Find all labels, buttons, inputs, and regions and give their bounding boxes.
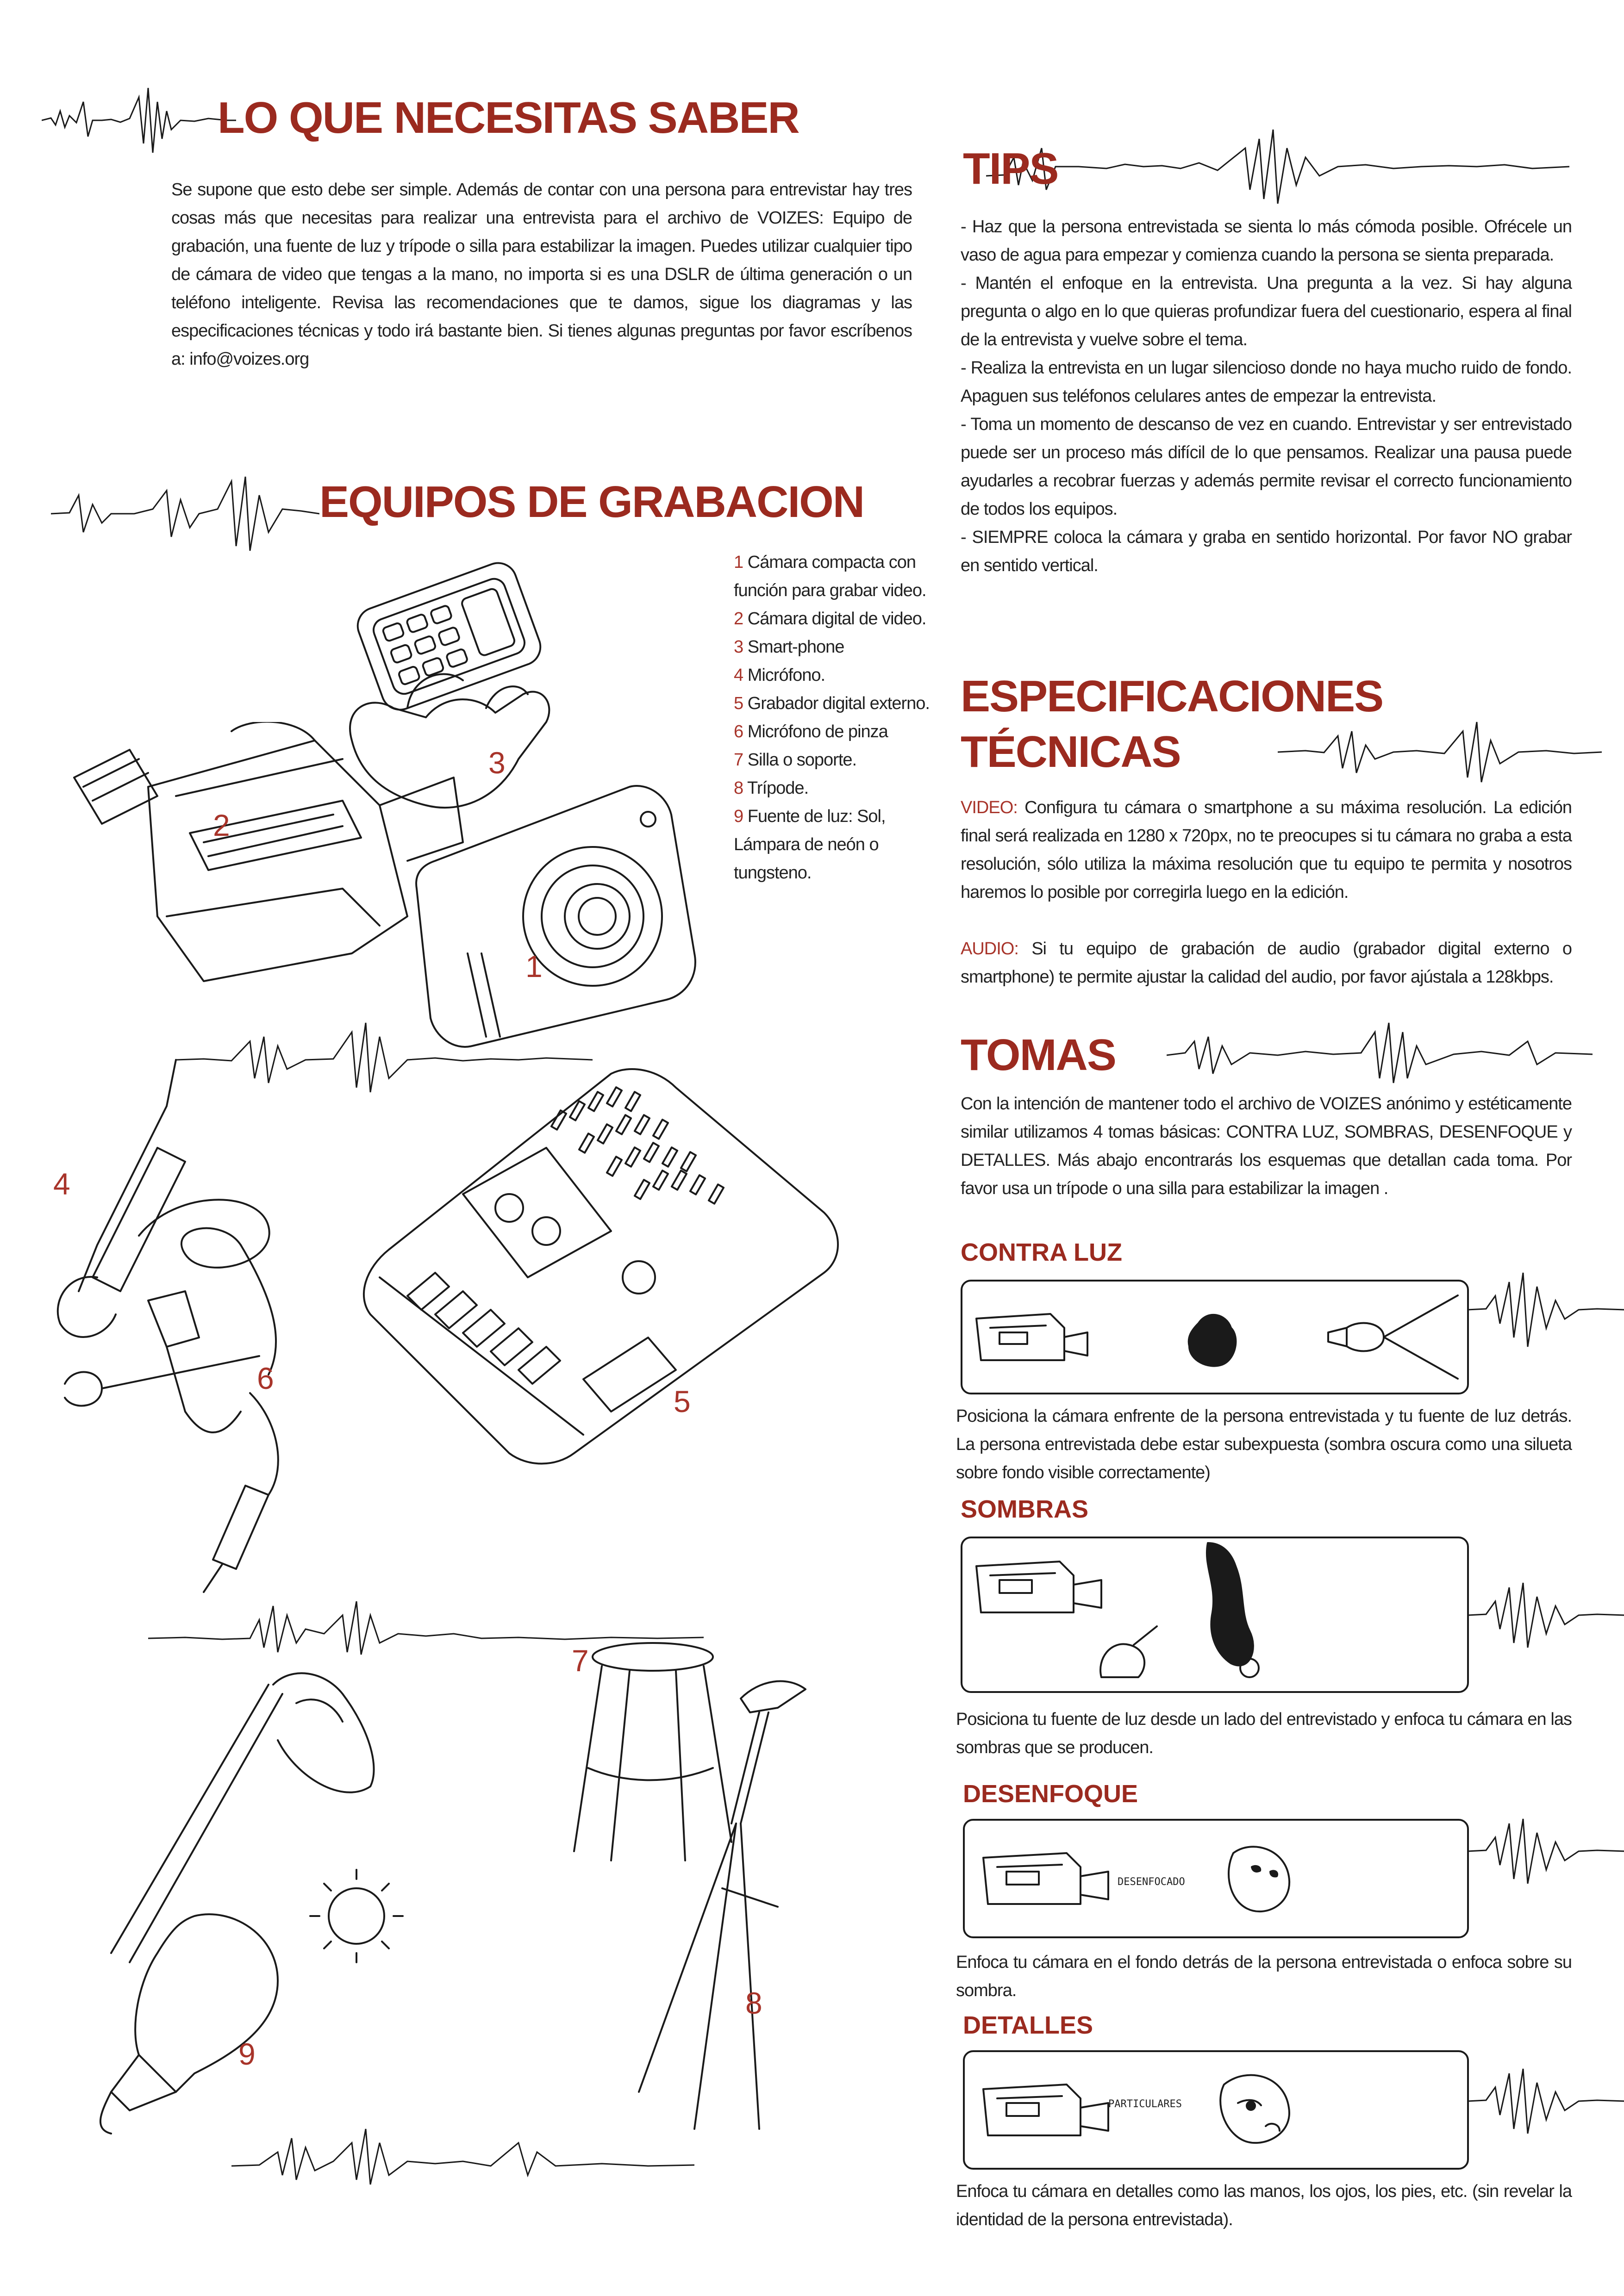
shot-diagram-sombras xyxy=(961,1537,1469,1693)
shadow-figure-icon xyxy=(1180,1538,1273,1686)
audio-recorder-sketch xyxy=(352,1055,852,1481)
equipment-item-8 xyxy=(734,774,951,803)
equipment-item-9 xyxy=(734,803,951,887)
lamp-light-source-sketch xyxy=(83,1648,454,2138)
sketch-label-desenfocado: DESENFOCADO xyxy=(1118,1876,1185,1888)
equipment-item-number: 1 xyxy=(734,553,743,572)
equipment-item-7 xyxy=(734,746,951,774)
audio-spec-label: AUDIO: xyxy=(961,939,1018,958)
tip-item: - Mantén el enfoque en la entrevista. Una pregunta a la vez. Si hay alguna pregunta o algo en lo que quieras profundizar fuera del cuestionario, espera al final de la entrevista y vuelve sobre el tema. xyxy=(961,274,1572,349)
figure-number-5: 5 xyxy=(674,1384,691,1419)
camera-icon xyxy=(972,1300,1092,1374)
shot-text-contra-luz: Posiciona la cámara enfrente de la persona entrevistada y tu fuente de luz detrás. La persona entrevistada debe estar subexpuesta (sombra oscura como una silueta sobre fondo visible correctamente) xyxy=(956,1406,1572,1482)
tomas-intro-paragraph: Con la intención de mantener todo el archivo de VOIZES anónimo y estéticamente similar utilizamos 4 tomas básicas: CONTRA LUZ, SOMBRAS, DESENFOQUE y DETALLES. Más abajo encontrarás los esquemas que detallan cada toma. Por favor usa un trípode o una silla para estabilizar la imagen . xyxy=(961,1094,1572,1198)
camera-icon xyxy=(979,1839,1118,1918)
equipment-item-text: Micrófono de pinza xyxy=(747,722,888,741)
equipment-item-text: Silla o soporte. xyxy=(747,750,857,770)
light-bulb-icon xyxy=(1092,1622,1166,1686)
equipment-item-4 xyxy=(734,661,951,690)
waveform-decoration xyxy=(51,463,319,565)
figure-number-7: 7 xyxy=(572,1643,589,1678)
equipment-item-text: Smart-phone xyxy=(747,637,844,657)
blurred-face-icon xyxy=(1224,1839,1298,1918)
equipment-list xyxy=(734,548,951,887)
equipment-item-5 xyxy=(734,690,951,718)
tip-item: - SIEMPRE coloca la cámara y graba en sentido horizontal. Por favor NO grabar en sentido vertical. xyxy=(961,528,1572,575)
equipment-item-number: 3 xyxy=(734,637,743,657)
equipment-item-text: Grabador digital externo. xyxy=(747,694,930,713)
shot-diagram-detalles xyxy=(963,2050,1469,2170)
section-title-especificaciones: ESPECIFICACIONES xyxy=(961,672,1383,721)
intro-paragraph: Se supone que esto debe ser simple. Además de contar con una persona para entrevistar hay tres cosas más que necesitas para realizar una entrevista para el archivo de VOIZES: Equipo de grabación, una fuente de luz y trípode o silla para estabilizar la imagen. Puedes utilizar cualquier tipo de cámara de video que tengas a la mano, no importa si es una DSLR de última generación o un teléfono inteligente. Revisa las recomendaciones que te damos, sigue los diagramas y las especificaciones técnicas y todo irá bastante bien. Si tienes algunas preguntas por favor escríbenos a: info@voizes.org xyxy=(171,180,912,369)
shot-title-contra-luz: CONTRA LUZ xyxy=(961,1238,1122,1266)
equipment-item-text: Cámara compacta con función para grabar video. xyxy=(734,553,926,600)
waveform-decoration xyxy=(1278,713,1602,787)
shot-title-desenfoque: DESENFOQUE xyxy=(963,1780,1138,1808)
waveform-decoration xyxy=(1468,1805,1624,1898)
equipment-item-1 xyxy=(734,548,951,605)
waveform-decoration xyxy=(1167,1014,1593,1088)
video-spec-text: Configura tu cámara o smartphone a su máxima resolución. La edición final será realizada en 1280 x 720px, no te preocupes si tu cámara no graba a esta resolución, sólo utiliza la máxima resolución que tu equipo te permita y nosotros haremos lo posible por corregirla luego en la edición. xyxy=(961,798,1572,902)
video-spec-label: VIDEO: xyxy=(961,798,1018,817)
tip-item: - Realiza la entrevista en un lugar silencioso donde no haya mucho ruido de fondo. Apaguen sus teléfonos celulares antes de empezar la entrevista. xyxy=(961,358,1572,406)
equipment-item-number: 4 xyxy=(734,666,743,685)
equipment-item-text: Fuente de luz: Sol, Lámpara de neón o tungsteno. xyxy=(734,807,886,883)
shot-text-sombras: Posiciona tu fuente de luz desde un lado del entrevistado y enfoca tu cámara en las sombras que se producen. xyxy=(956,1710,1572,1757)
shot-diagram-contra-luz xyxy=(961,1280,1469,1394)
section-title-tomas: TOMAS xyxy=(961,1030,1116,1080)
light-bulb-icon xyxy=(1324,1291,1462,1383)
face-detail-icon xyxy=(1210,2066,1303,2154)
equipment-item-text: Cámara digital de video. xyxy=(747,609,926,628)
section-title-lo-que-necesitas-saber: LO QUE NECESITAS SABER xyxy=(218,93,799,143)
shot-diagram-desenfoque xyxy=(963,1819,1469,1938)
shot-title-detalles: DETALLES xyxy=(963,2011,1093,2039)
tips-list xyxy=(961,213,1572,580)
section-title-equipos-de-grabacion: EQUIPOS DE GRABACION xyxy=(319,477,864,527)
equipment-item-number: 2 xyxy=(734,609,743,628)
silhouette-icon xyxy=(1180,1309,1245,1374)
audio-spec-text: Si tu equipo de grabación de audio (grabador digital externo o smartphone) te permite ajustar la calidad del audio, por favor ajústala a 128kbps. xyxy=(961,939,1572,987)
equipment-item-text: Micrófono. xyxy=(747,666,825,685)
compact-camera-sketch xyxy=(407,768,704,1064)
sketch-label-particulares: PARTICULARES xyxy=(1108,2098,1182,2110)
shot-text-detalles: Enfoca tu cámara en detalles como las manos, los ojos, los pies, etc. (sin revelar la identidad de la persona entrevistada). xyxy=(956,2182,1572,2229)
equipment-item-number: 5 xyxy=(734,694,743,713)
equipment-item-6 xyxy=(734,718,951,746)
waveform-decoration xyxy=(1468,2055,1624,2147)
tip-item: - Haz que la persona entrevistada se sienta lo más cómoda posible. Ofrécele un vaso de agua para empezar y comienza cuando la persona se sienta preparada. xyxy=(961,217,1572,265)
clip-microphone-sketch xyxy=(46,1273,333,1597)
camera-icon xyxy=(972,1548,1111,1631)
equipment-item-3 xyxy=(734,633,951,661)
shot-title-sombras: SOMBRAS xyxy=(961,1495,1089,1523)
equipment-item-2 xyxy=(734,605,951,633)
stool-tripod-sketch xyxy=(518,1629,870,2147)
equipment-item-number: 9 xyxy=(734,807,743,826)
equipment-item-number: 8 xyxy=(734,778,743,798)
equipment-item-text: Trípode. xyxy=(747,778,809,798)
video-spec-paragraph xyxy=(961,794,1572,907)
waveform-decoration xyxy=(42,74,236,167)
section-title-tips: TIPS xyxy=(963,144,1058,193)
figure-number-9: 9 xyxy=(238,2037,256,2071)
waveform-decoration xyxy=(986,120,1569,213)
waveform-decoration xyxy=(1468,1569,1624,1661)
waveform-decoration xyxy=(1468,1259,1624,1361)
equipment-item-number: 6 xyxy=(734,722,743,741)
figure-number-6: 6 xyxy=(257,1361,274,1395)
tip-item: - Toma un momento de descanso de vez en cuando. Entrevistar y ser entrevistado puede ser un proceso más difícil de lo que pensamos. Realizar una pausa puede ayudarles a recobrar fuerzas y además permite revisar el correcto funcionamiento de todos los equipos. xyxy=(961,415,1572,519)
figure-number-4: 4 xyxy=(53,1167,70,1201)
figure-number-8: 8 xyxy=(745,1986,762,2020)
figure-number-2: 2 xyxy=(213,808,230,842)
figure-number-3: 3 xyxy=(488,746,506,780)
camera-icon xyxy=(979,2071,1118,2149)
shot-text-desenfoque: Enfoca tu cámara en el fondo detrás de la persona entrevistada o enfoca sobre su sombra. xyxy=(956,1953,1572,2000)
section-title-tecnicas: TÉCNICAS xyxy=(961,727,1181,777)
equipment-item-number: 7 xyxy=(734,750,743,770)
figure-number-1: 1 xyxy=(525,949,543,983)
audio-spec-paragraph xyxy=(961,935,1572,991)
